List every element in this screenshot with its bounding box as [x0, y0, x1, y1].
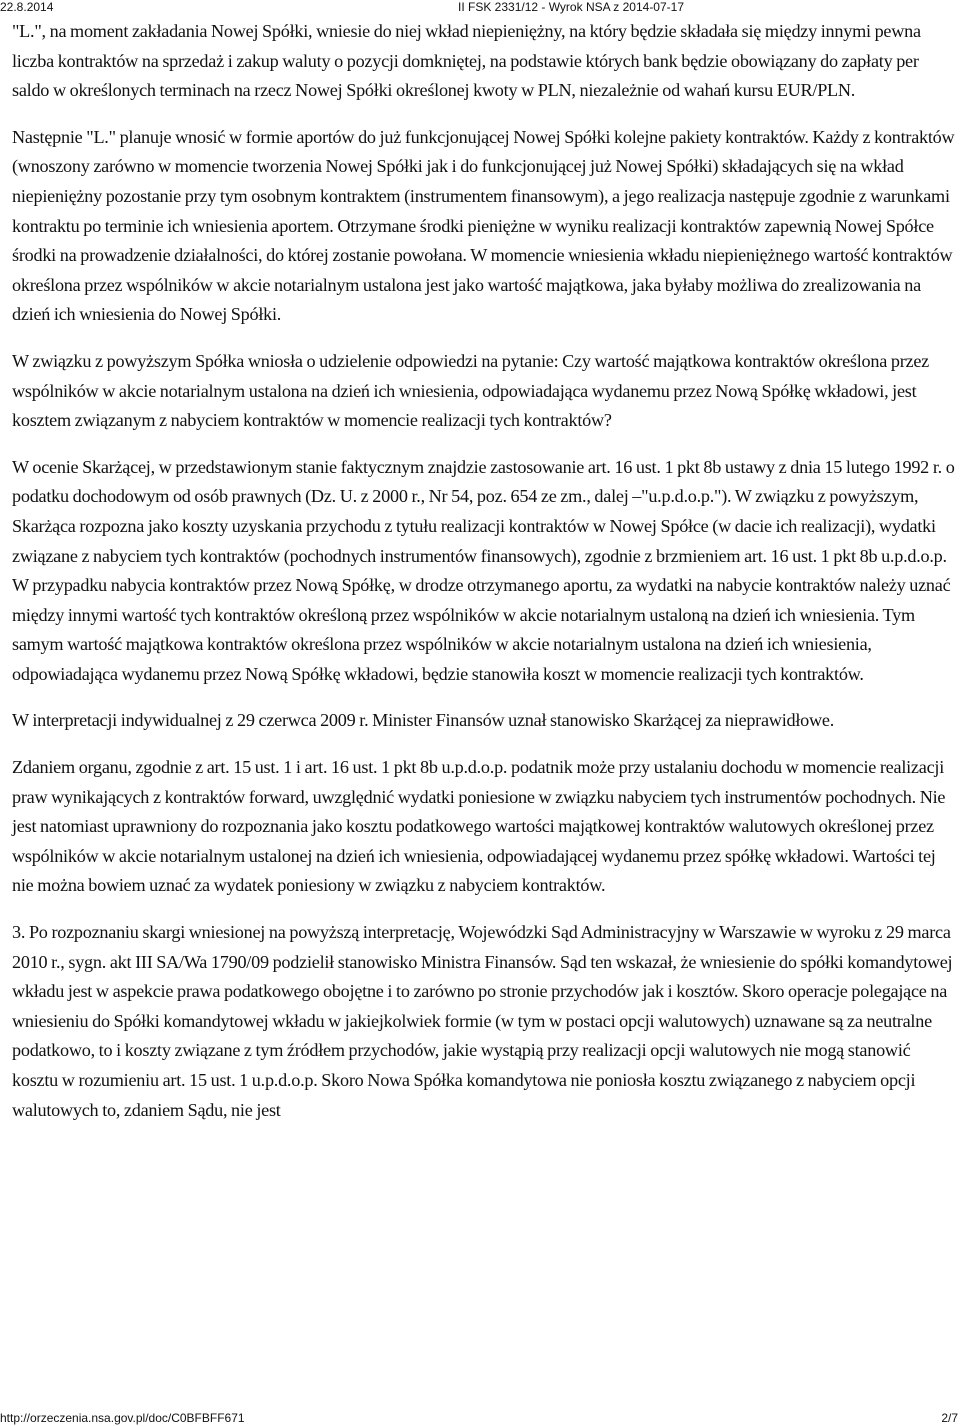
paragraph-7: 3. Po rozpoznaniu skargi wniesionej na powyższą interpretację, Wojewódzki Sąd Administracyjny w Warszawie w wyroku z 29 marca 2010 r., sygn. akt III SA/Wa 1790/09 podzielił stanowisko Ministra Finansów. Sąd ten wskazał, że wniesienie do spółki komandytowej wkładu jest w aspekcie prawa podatkowego obojętne i to zarówno po stronie przychodów jak i kosztów. Skoro operacje polegające na wniesieniu do Spółki komandytowej wkładu w jakiejkolwiek formie (w tym w postaci opcji walutowych) uznawane są za neutralne podatkowo, to i koszty związane z tym źródłem przychodów, jakie wystąpią przy realizacji opcji walutowych nie mogą stanowić kosztu w rozumieniu art. 15 ust. 1 u.p.d.o.p. Skoro Nowa Spółka komandytowa nie poniosła kosztu związanego z nabyciem opcji walutowych to, zdaniem Sądu, nie jest [12, 922, 953, 1120]
page-header [0, 0, 960, 14]
document-title: II FSK 2331/12 - Wyrok NSA z 2014-07-17 [458, 0, 685, 14]
paragraph-1: "L.", na moment zakładania Nowej Spółki, wniesie do niej wkład niepieniężny, na który będzie składała się między innymi pewna liczba kontraktów na sprzedaż i zakup waluty o pozycji domkniętej, na podstawie których bank będzie obowiązany do zapłaty per saldo w określonych terminach na rzecz Nowej Spółki określonej kwoty w PLN, niezależnie od wahań kursu EUR/PLN. [12, 21, 921, 101]
source-url: http://orzeczenia.nsa.gov.pl/doc/C0BFBFF671 [0, 1411, 245, 1425]
page-number: 2/7 [941, 1411, 958, 1425]
print-date: 22.8.2014 [0, 0, 54, 14]
paragraph-4: W ocenie Skarżącej, w przedstawionym stanie faktycznym znajdzie zastosowanie art. 16 ust. 1 pkt 8b ustawy z dnia 15 lutego 1992 r. o podatku dochodowym od osób prawnych (Dz. U. z 2000 r., Nr 54, poz. 654 ze zm., dalej –"u.p.d.o.p."). W związku z powyższym, Skarżąca rozpozna jako koszty uzyskania przychodu z tytułu realizacji kontraktów w Nowej Spółce (w dacie ich realizacji), wydatki związane z nabyciem tych kontraktów (pochodnych instrumentów finansowych), zgodnie z brzmieniem art. 16 ust. 1 pkt 8b u.p.d.o.p. W przypadku nabycia kontraktów przez Nową Spółkę, w drodze otrzymanego aportu, za wydatki na nabycie kontraktów należy uznać między innymi wartość tych kontraktów określoną przez wspólników w akcie notarialnym ustaloną na dzień ich wniesienia. Tym samym wartość majątkowa kontraktów określona przez wspólników w akcie notarialnym ustalona na dzień ich wniesienia, odpowiadająca wydanemu przez Nową Spółkę wkładowi, będzie stanowiła koszt w momencie realizacji tych kontraktów. [12, 456, 955, 684]
paragraph-6: Zdaniem organu, zgodnie z art. 15 ust. 1 i art. 16 ust. 1 pkt 8b u.p.d.o.p. podatnik może przy ustalaniu dochodu w momencie realizacji praw wynikających z kontraktów forward, uwzględnić wydatki poniesione w związku nabyciem tych instrumentów pochodnych. Nie jest natomiast uprawniony do rozpoznania jako kosztu podatkowego wartości majątkowej kontraktów walutowych określonej przez wspólników w akcie notarialnym ustalonej na dzień ich wniesienia, odpowiadającej wydanemu przez spółkę wkładowi. Wartości tej nie można bowiem uznać za wydatek poniesiony w związku z nabyciem kontraktów. [12, 757, 946, 896]
document-body [12, 17, 956, 1125]
paragraph-5: W interpretacji indywidualnej z 29 czerwca 2009 r. Minister Finansów uznał stanowisko Skarżącej za nieprawidłowe. [12, 710, 834, 731]
paragraph-3: W związku z powyższym Spółka wniosła o udzielenie odpowiedzi na pytanie: Czy wartość majątkowa kontraktów określona przez wspólników w akcie notarialnym ustalona na dzień ich wniesienia, odpowiadająca wydanemu przez Nową Spółkę wkładowi, jest kosztem związanym z nabyciem kontraktów w momencie realizacji tych kontraktów? [12, 350, 929, 431]
paragraph-2: Następnie "L." planuje wnosić w formie aportów do już funkcjonującej Nowej Spółki kolejne pakiety kontraktów. Każdy z kontraktów (wnoszony zarówno w momencie tworzenia Nowej Spółki jak i do funkcjonującej już Nowej Spółki) składających się na wkład niepieniężny pozostanie przy tym osobnym kontraktem (instrumentem finansowym), a jego realizacja następuje zgodnie z warunkami kontraktu po terminie ich wniesienia aportem. Otrzymane środki pieniężne w wyniku realizacji kontraktów zapewnią Nowej Spółce środki na prowadzenie działalności, do której zostanie powołana. W momencie wniesienia wkładu niepieniężnego wartość kontraktów określona przez wspólników w akcie notarialnym ustalona jest jako wartość majątkowa, jaka byłaby możliwa do zrealizowania na dzień ich wniesienia do Nowej Spółki. [12, 126, 955, 325]
page-footer [0, 1410, 960, 1426]
